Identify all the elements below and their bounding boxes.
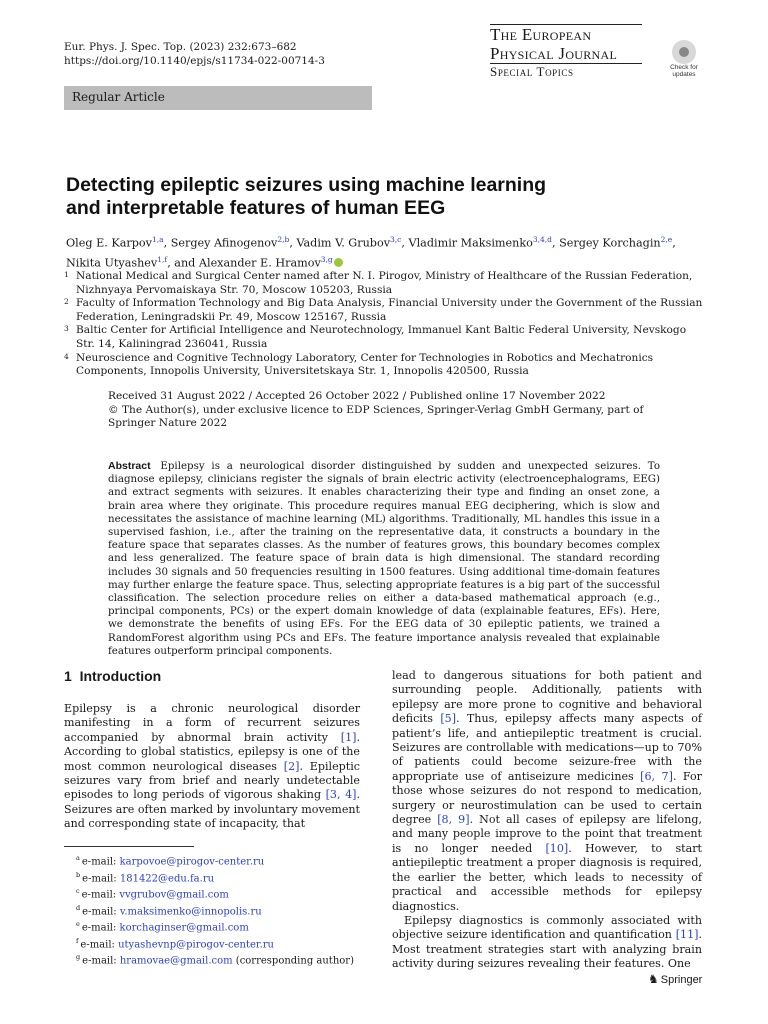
author-name: Vadim V. Grubov	[296, 236, 391, 250]
title-line-1: Detecting epileptic seizures using machine learning	[66, 174, 547, 196]
body-text: . However, to start antiepileptic treatment a proper diagnosis is required, the earlier the better, which leads to necessity of practical and accessible methods for epilepsy diagnostics.	[392, 841, 702, 913]
footnote-prefix: e-mail:	[81, 889, 120, 901]
body-text: . Not all cases of epilepsy are lifelong, and many people improve to the point that treatment is no longer needed	[392, 813, 703, 855]
author-separator: ,	[672, 236, 676, 250]
crossmark-icon	[672, 40, 696, 64]
footnote-divider	[64, 846, 194, 847]
body-text: Epilepsy is a chronic neurological disorder manifesting in a form of recurrent seizures accompanied by abnormal brain activity	[64, 702, 360, 744]
brand-line-3: Special Topics	[490, 64, 574, 79]
article-type: Regular Article	[72, 90, 165, 104]
citation-link[interactable]: [3, 4]	[325, 788, 357, 802]
author-name: Sergey Korchagin	[559, 236, 661, 250]
email-link[interactable]: vvgrubov@gmail.com	[119, 889, 229, 901]
footnote-key: f	[76, 936, 79, 945]
body-text: . Most treatment strategies start with analyzing brain activity during seizures revealing their features. One	[392, 928, 702, 971]
footnote	[76, 951, 354, 968]
badge-line-1: Check for	[670, 64, 698, 71]
intro-paragraph	[392, 669, 702, 914]
body-text: . According to global statistics, epilepsy is one of the most common neurological diseases	[64, 730, 360, 773]
citation-link[interactable]: [2]	[283, 759, 300, 773]
affiliations	[64, 270, 704, 379]
author-list	[66, 232, 706, 271]
author-affiliation-mark[interactable]: 3,4,d	[532, 235, 552, 244]
intro-left-column	[64, 702, 360, 832]
body-text: . For those whose seizures do not respond to medication, surgery or neurostimulation can be used to certain degree	[392, 769, 702, 827]
affiliation-text: Faculty of Information Technology and Big Data Analysis, Financial University under the Government of the Russian Federation, Leningradskii Pr. 49, Moscow 125167, Russia	[76, 297, 703, 323]
affiliation-text: Baltic Center for Artificial Intelligence and Neurotechnology, Immanuel Kant Baltic Federal University, Nevskogo Str. 14, Kaliningrad 236041, Russia	[76, 324, 687, 350]
affiliation	[64, 270, 704, 297]
footnote-prefix: e-mail:	[82, 905, 120, 917]
author-affiliation-mark[interactable]: 3,c	[390, 235, 402, 244]
affiliation-text: National Medical and Surgical Center named after N. I. Pirogov, Ministry of Healthcare of the Russian Federation, Nizhnyaya Pervomaiskaya Str. 70, Moscow 105203, Russia	[76, 270, 693, 296]
footnote	[76, 918, 354, 935]
article-title	[66, 174, 666, 220]
brand-line-1: The European	[490, 25, 592, 44]
body-text: Epilepsy diagnostics is commonly associated with objective seizure identification and quantification	[392, 913, 702, 942]
footnote	[76, 869, 354, 886]
affiliation-number: 3	[64, 324, 69, 334]
brand-line-2: Physical Journal	[490, 44, 618, 63]
footnote-key: e	[76, 920, 80, 929]
author-affiliation-mark[interactable]: 1,a	[151, 235, 164, 244]
section-title: Introduction	[79, 668, 162, 684]
author-affiliation-mark[interactable]: 1,f	[157, 254, 168, 264]
author-name: Sergey Afinogenov	[170, 236, 278, 250]
citation-link[interactable]: [8, 9]	[437, 813, 470, 827]
footnote	[76, 852, 354, 869]
footnote-key: g	[76, 953, 81, 962]
author-name: Vladimir Maksimenko	[408, 236, 533, 250]
publication-dates	[108, 390, 668, 431]
footnote-prefix: e-mail:	[80, 938, 119, 950]
footnote-key: d	[76, 903, 81, 912]
orcid-icon[interactable]	[334, 258, 343, 267]
author-separator: ,	[163, 236, 171, 250]
footnote-note: (corresponding author)	[232, 955, 354, 967]
footnote-prefix: e-mail:	[81, 856, 120, 868]
author-name: Alexander E. Hramov	[198, 256, 321, 270]
check-for-updates-badge[interactable]	[663, 40, 705, 80]
author-affiliation-mark[interactable]: 2,b	[277, 235, 290, 244]
abstract-label: Abstract	[108, 460, 151, 472]
author-separator: ,	[289, 236, 297, 250]
author-name: Nikita Utyashev	[66, 256, 158, 270]
author-separator: ,	[401, 236, 409, 250]
section-heading	[64, 668, 161, 684]
footnote-key: b	[76, 870, 81, 879]
body-text: . Thus, epilepsy affects many aspects of patient’s life, and antiepileptic treatment is crucial. Seizures are controllable with medications—up to 70% of patients could become seizure-free with the appropriate use of antiseizure medicines	[392, 712, 702, 783]
citation-link[interactable]: [10]	[545, 841, 569, 855]
affiliation	[64, 297, 704, 324]
email-link[interactable]: hramovae@gmail.com	[119, 955, 233, 967]
email-link[interactable]: utyashevnp@pirogov-center.ru	[118, 938, 274, 950]
citation-link[interactable]: [11]	[675, 928, 699, 942]
copyright-line-2: Springer Nature 2022	[108, 417, 228, 430]
publisher-name: Springer	[660, 974, 703, 986]
author-separator: ,	[551, 236, 560, 250]
springer-horse-icon: ♞	[648, 972, 659, 986]
abstract	[108, 460, 660, 658]
journal-brand	[490, 24, 642, 80]
footnote-key: a	[76, 854, 80, 862]
journal-citation: Eur. Phys. J. Spec. Top. (2023) 232:673–682	[64, 41, 297, 53]
footnotes	[76, 852, 354, 968]
author-affiliation-mark[interactable]: 2,e	[660, 235, 673, 244]
body-text: . Seizures are often marked by involuntary movement and corresponding state of incapacity, that	[64, 788, 360, 831]
intro-paragraph	[392, 914, 702, 972]
affiliation-number: 4	[64, 351, 69, 361]
citation-link[interactable]: [1]	[340, 730, 357, 744]
badge-line-2: updates	[672, 71, 696, 78]
affiliation-number: 2	[64, 297, 69, 307]
email-link[interactable]: v.maksimenko@innopolis.ru	[119, 905, 262, 917]
body-text: lead to dangerous situations for both patient and surrounding people. Additionally, patients with epilepsy are more prone to cognitive and behavioral deficits	[392, 669, 702, 726]
body-text: . Epileptic seizures vary from brief and nearly undetectable episodes to long periods of vigorous shaking	[64, 759, 360, 802]
affiliation-number: 1	[64, 270, 69, 279]
affiliation	[64, 352, 704, 379]
footnote-prefix: e-mail:	[82, 872, 120, 884]
author-name: Oleg E. Karpov	[66, 236, 152, 250]
affiliation	[64, 324, 704, 351]
email-link[interactable]: karpovoe@pirogov-center.ru	[119, 856, 265, 868]
doi-link[interactable]: https://doi.org/10.1140/epjs/s11734-022-00714-3	[64, 55, 325, 67]
email-link[interactable]: 181422@edu.fa.ru	[119, 872, 215, 884]
abstract-text: Epilepsy is a neurological disorder distinguished by sudden and unexpected seizures. To diagnose epilepsy, clinicians register the signals of brain electric activity (electroencephalograms, EEG) and extract segments with seizures. It enables characterizing their type and finding an onset zone, a brain area where they originate. This procedure requires manual EEG deciphering, which is slow and necessitates the assistance of machine learning (ML) algorithms. Traditionally, ML handles this issue in a supervised fashion, i.e., after the training on the representative data, it constructs a boundary in the feature space that separates classes. As the number of features grows, this boundary becomes complex and less generalized. The feature space of brain data is high dimensional. The standard recording includes 30 signals and 50 frequencies resulting in 1500 features. Using additional time-domain features may further enlarge the feature space. Thus, selecting appropriate features is a big part of the successful classification. The selection procedure relies on either a data-based mathematical approach (e.g., principal components, PCs) or the expert domain knowledge of data (explainable features, EFs). Here, we demonstrate the benefits of using EFs. For the EEG data of 30 epileptic patients, we trained a RandomForest algorithm using PCs and EFs. The feature importance analysis revealed that explainable features outperform principal components.	[108, 460, 660, 657]
citation-link[interactable]: [6, 7]	[640, 769, 673, 783]
journal-reference	[64, 40, 325, 68]
footnote-key: c	[76, 887, 80, 896]
footnote-prefix: e-mail:	[82, 955, 120, 967]
footnote	[76, 885, 354, 902]
affiliation-text: Neuroscience and Cognitive Technology Laboratory, Center for Technologies in Robotics and Mechatronics Components, Innopolis University, Universitetskaya Str. 1, Innopolis 420500, Russia	[76, 351, 654, 378]
footnote	[76, 935, 354, 952]
citation-link[interactable]: [5]	[440, 712, 457, 726]
footnote	[76, 902, 354, 919]
title-line-2: and interpretable features of human EEG	[66, 197, 446, 219]
intro-right-column	[392, 669, 702, 972]
author-separator: , and	[167, 256, 199, 270]
dates-line: Received 31 August 2022 / Accepted 26 October 2022 / Published online 17 November 2022	[108, 390, 606, 402]
copyright-line: © The Author(s), under exclusive licence to EDP Sciences, Springer-Verlag GmbH Germany, part of	[108, 403, 644, 416]
author-affiliation-mark[interactable]: 3,g	[320, 254, 333, 264]
section-number: 1	[64, 668, 72, 684]
footnote-prefix: e-mail:	[81, 922, 120, 934]
article-type-ribbon	[64, 86, 372, 110]
email-link[interactable]: korchaginser@gmail.com	[119, 922, 249, 934]
publisher-logo	[648, 972, 702, 986]
